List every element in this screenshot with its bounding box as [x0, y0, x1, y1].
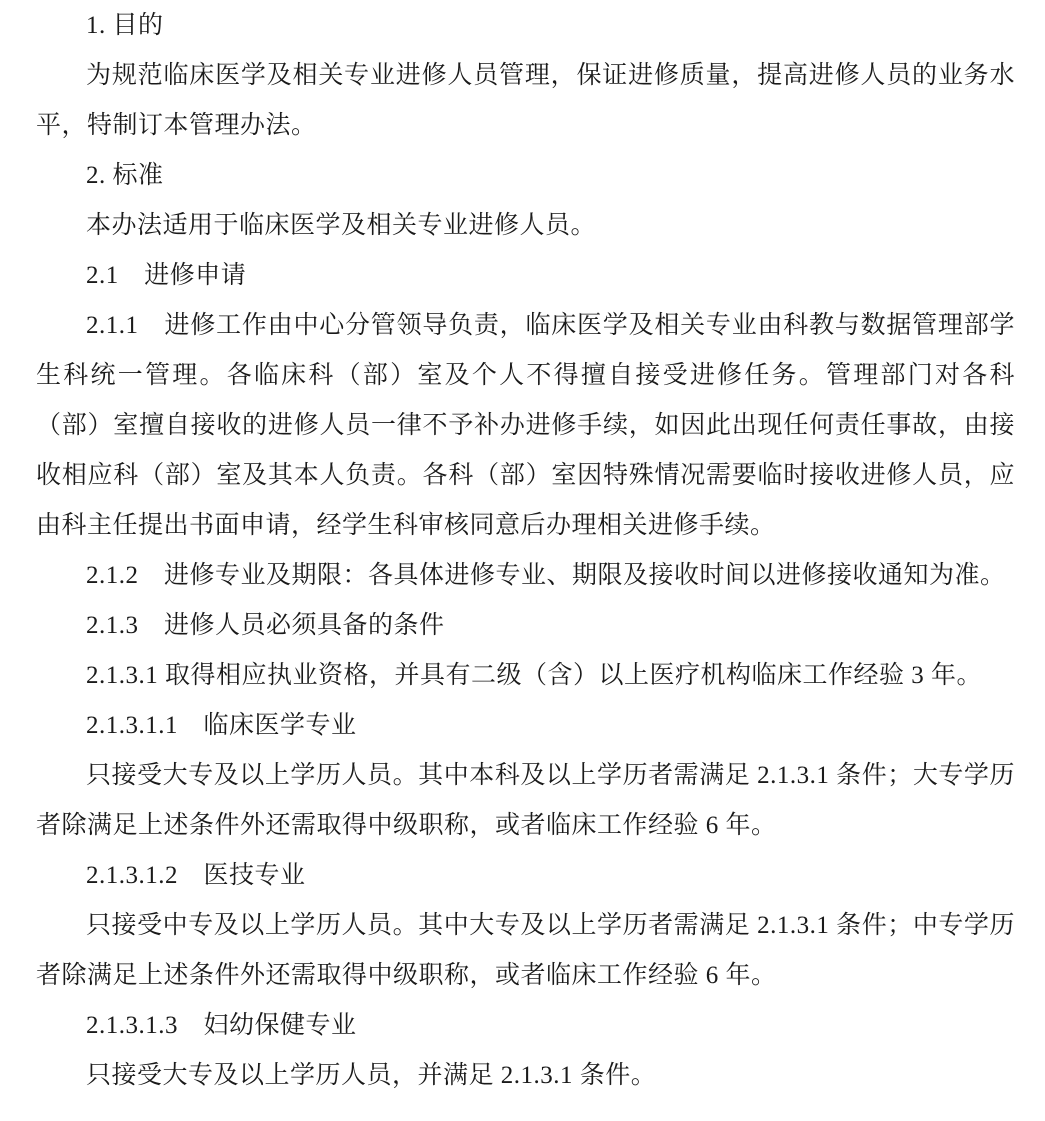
paragraph: 只接受大专及以上学历人员，并满足 2.1.3.1 条件。	[86, 1062, 657, 1089]
paragraph: 2.1.3.1.1 临床医学专业	[86, 712, 357, 739]
paragraph: 1. 目的	[86, 12, 164, 39]
paragraph: 本办法适用于临床医学及相关专业进修人员。	[86, 212, 597, 239]
paragraph: 为规范临床医学及相关专业进修人员管理，保证进修质量，提高进修人员的业务水平，特制订本管理办法。	[36, 62, 1015, 139]
document-body	[36, 1, 1015, 1101]
paragraph: 2.1.3.1 取得相应执业资格，并具有二级（含）以上医疗机构临床工作经验 3 年。	[86, 662, 983, 689]
paragraph: 2. 标准	[86, 162, 164, 189]
paragraph: 2.1.2 进修专业及期限：各具体进修专业、期限及接收时间以进修接收通知为准。	[86, 562, 1006, 589]
paragraph: 2.1.3.1.2 医技专业	[86, 862, 306, 889]
paragraph: 2.1 进修申请	[86, 262, 247, 289]
paragraph: 只接受大专及以上学历人员。其中本科及以上学历者需满足 2.1.3.1 条件；大专学历者除满足上述条件外还需取得中级职称，或者临床工作经验 6 年。	[36, 762, 1015, 839]
paragraph: 只接受中专及以上学历人员。其中大专及以上学历者需满足 2.1.3.1 条件；中专学历者除满足上述条件外还需取得中级职称，或者临床工作经验 6 年。	[36, 912, 1015, 989]
paragraph: 2.1.3 进修人员必须具备的条件	[86, 612, 445, 639]
paragraph: 2.1.3.1.3 妇幼保健专业	[86, 1012, 357, 1039]
paragraph: 2.1.1 进修工作由中心分管领导负责，临床医学及相关专业由科教与数据管理部学生科统一管理。各临床科（部）室及个人不得擅自接受进修任务。管理部门对各科（部）室擅自接收的进修人员一律不予补办进修手续，如因此出现任何责任事故，由接收相应科（部）室及其本人负责。各科（部）室因特殊情况需要临时接收进修人员，应由科主任提出书面申请，经学生科审核同意后办理相关进修手续。	[36, 312, 1015, 539]
